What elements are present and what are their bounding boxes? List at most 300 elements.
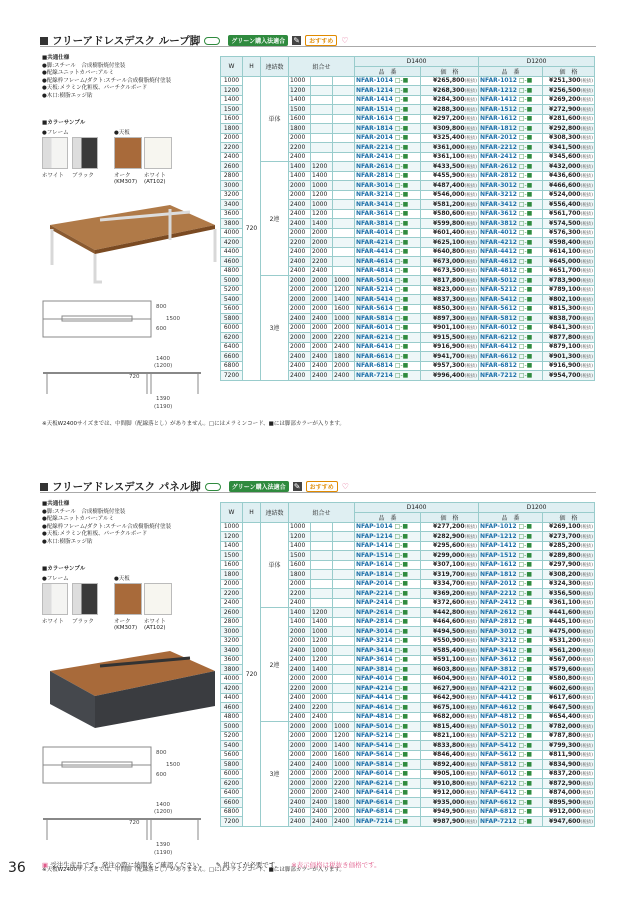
tax-label: (税抜) xyxy=(580,98,594,104)
tax-label: (税抜) xyxy=(464,715,478,721)
cell-hinban-d1400 xyxy=(355,636,421,646)
cell-combo xyxy=(311,105,333,115)
tax-label: (税抜) xyxy=(580,772,594,778)
cell-hinban-d1400-value: NFAR-4014 xyxy=(356,229,393,237)
cell-price-d1400 xyxy=(421,598,479,608)
melamine-box-icon: □-■ xyxy=(392,722,408,730)
melamine-box-icon: □-■ xyxy=(516,656,533,664)
cell-combo xyxy=(311,541,333,551)
cell-hinban-d1200 xyxy=(479,314,543,324)
cell-hinban-d1400-value: NFAP-4414 xyxy=(356,694,393,702)
cell-price-d1200-value: ¥837,200 xyxy=(549,770,581,778)
melamine-box-icon: □-■ xyxy=(516,532,533,540)
dimension-label: 600 xyxy=(156,326,167,332)
cell-combo xyxy=(333,200,355,210)
cell-hinban-d1400 xyxy=(355,817,421,827)
tax-label: (税抜) xyxy=(464,734,478,740)
cell-hinban-d1400-value: NFAR-3414 xyxy=(356,200,393,208)
cell-hinban-d1200-value: NFAR-4212 xyxy=(480,238,517,246)
melamine-box-icon: □-■ xyxy=(392,343,409,351)
cell-combo: 2000 xyxy=(289,181,311,191)
tax-label: (税抜) xyxy=(580,240,594,246)
tax-label: (税抜) xyxy=(464,373,478,379)
cell-price-d1400-value: ¥846,400 xyxy=(433,751,465,759)
cell-hinban-d1400 xyxy=(355,703,421,713)
cell-combo: 2400 xyxy=(289,257,311,267)
tax-label: (税抜) xyxy=(464,658,478,664)
cell-hinban-d1200 xyxy=(479,152,543,162)
cell-hinban-d1200-value: NFAP-6212 xyxy=(480,779,517,787)
swatch-label: ホワイト xyxy=(144,173,166,179)
title-text: フリーアドレスデスク パネル脚 xyxy=(52,481,201,493)
cell-combo: 2400 xyxy=(333,342,355,352)
cell-price-d1200 xyxy=(543,760,595,770)
cell-combo: 1600 xyxy=(333,750,355,760)
cell-hinban-d1200 xyxy=(479,589,543,599)
tax-label: (税抜) xyxy=(464,810,478,816)
swatch-code: (KM307) xyxy=(114,625,138,631)
dimension-label: 1390 xyxy=(156,396,170,402)
cell-w: 2400 xyxy=(221,598,243,608)
cell-price-d1400-value: ¥901,100 xyxy=(433,324,465,332)
cell-hinban-d1200 xyxy=(479,551,543,561)
cell-hinban-d1200 xyxy=(479,636,543,646)
melamine-box-icon: □-■ xyxy=(392,371,409,379)
cell-hinban-d1400-value: NFAR-2814 xyxy=(356,172,393,180)
cell-combo: 2000 xyxy=(333,807,355,817)
table-row xyxy=(221,76,595,86)
tax-label: (税抜) xyxy=(580,193,594,199)
cell-w: 6000 xyxy=(221,769,243,779)
cell-price-d1400-value: ¥601,400 xyxy=(433,229,465,237)
footer-order-note xyxy=(42,860,206,869)
cell-combo: 2400 xyxy=(311,371,333,381)
cell-hinban-d1200-value: NFAR-3612 xyxy=(480,210,517,218)
cell-price-d1200-value: ¥645,000 xyxy=(549,257,581,265)
cell-hinban-d1200 xyxy=(479,86,543,96)
cell-price-d1400 xyxy=(421,570,479,580)
cell-hinban-d1400-value: NFAR-5014 xyxy=(356,276,393,284)
green-purchase-badge: グリーン購入法適合 xyxy=(229,481,289,492)
cell-price-d1200 xyxy=(543,551,595,561)
melamine-box-icon: □-■ xyxy=(392,352,409,360)
table-row xyxy=(221,276,595,286)
cell-hinban-d1200-value: NFAP-3212 xyxy=(480,637,517,645)
cell-hinban-d1400-value: NFAR-2014 xyxy=(356,134,393,142)
cell-w: 1000 xyxy=(221,522,243,532)
color-swatch xyxy=(42,137,68,169)
cell-combo xyxy=(333,541,355,551)
cell-combo: 2400 xyxy=(289,693,311,703)
cell-hinban-d1400-value: NFAP-1814 xyxy=(356,570,393,578)
tax-label: (税抜) xyxy=(580,326,594,332)
cell-combo: 2000 xyxy=(289,579,311,589)
cell-hinban-d1400 xyxy=(355,247,421,257)
cell-combo: 2000 xyxy=(333,361,355,371)
dimension-label: 1500 xyxy=(166,762,180,768)
melamine-box-icon: □-■ xyxy=(392,684,408,692)
cell-price-d1200-value: ¥567,000 xyxy=(549,656,581,664)
cell-hinban-d1200-value: NFAR-6012 xyxy=(480,324,517,332)
footer-assembly-note xyxy=(216,860,282,869)
cell-price-d1200 xyxy=(543,314,595,324)
tax-label: (税抜) xyxy=(464,183,478,189)
cell-combo: 2400 xyxy=(289,712,311,722)
tax-label: (税抜) xyxy=(464,753,478,759)
melamine-box-icon: □-■ xyxy=(516,267,533,275)
melamine-box-icon: □-■ xyxy=(392,124,409,132)
cell-hinban-d1400 xyxy=(355,228,421,238)
cell-price-d1400-value: ¥912,000 xyxy=(433,789,465,797)
cell-w: 1600 xyxy=(221,114,243,124)
cell-price-d1200 xyxy=(543,361,595,371)
cell-price-d1400 xyxy=(421,693,479,703)
cell-hinban-d1200 xyxy=(479,76,543,86)
melamine-box-icon: □-■ xyxy=(392,172,409,180)
melamine-box-icon: □-■ xyxy=(516,665,533,673)
melamine-box-icon: □-■ xyxy=(392,751,408,759)
cell-combo: 2000 xyxy=(289,285,311,295)
melamine-box-icon: □-■ xyxy=(392,105,409,113)
cell-price-d1200 xyxy=(543,741,595,751)
melamine-box-icon: □-■ xyxy=(392,115,409,123)
cell-hinban-d1400 xyxy=(355,209,421,219)
cell-combo: 2000 xyxy=(289,731,311,741)
melamine-box-icon: □-■ xyxy=(516,86,533,94)
cell-combo xyxy=(311,143,333,153)
cell-combo xyxy=(333,532,355,542)
cell-hinban-d1400-value: NFAR-5814 xyxy=(356,314,393,322)
cell-combo: 2400 xyxy=(289,152,311,162)
cell-price-d1200-value: ¥901,300 xyxy=(549,352,581,360)
cell-hinban-d1200 xyxy=(479,333,543,343)
cell-price-d1200-value: ¥292,800 xyxy=(549,124,581,132)
cell-hinban-d1200-value: NFAP-3412 xyxy=(480,646,517,654)
cell-price-d1200-value: ¥272,900 xyxy=(549,105,581,113)
cell-combo: 2000 xyxy=(311,333,333,343)
cell-hinban-d1200 xyxy=(479,209,543,219)
cell-w: 3800 xyxy=(221,219,243,229)
cell-price-d1400 xyxy=(421,817,479,827)
cell-combo: 2400 xyxy=(289,314,311,324)
cell-price-d1400-value: ¥604,900 xyxy=(433,675,465,683)
cell-combo: 1400 xyxy=(311,219,333,229)
cell-price-d1400 xyxy=(421,314,479,324)
cell-hinban-d1400 xyxy=(355,674,421,684)
swatch-code: (AT102) xyxy=(144,625,166,631)
cell-price-d1200-value: ¥269,100 xyxy=(549,523,581,531)
cell-hinban-d1200 xyxy=(479,114,543,124)
cell-hinban-d1400 xyxy=(355,285,421,295)
cell-combo: 2000 xyxy=(311,323,333,333)
cell-hinban-d1200 xyxy=(479,247,543,257)
cell-hinban-d1200-value: NFAR-5412 xyxy=(480,295,517,303)
cell-hinban-d1400-value: NFAR-5414 xyxy=(356,295,393,303)
tax-label: (税抜) xyxy=(580,183,594,189)
cell-combo xyxy=(333,266,355,276)
tax-label: (税抜) xyxy=(580,667,594,673)
cell-price-d1400-value: ¥987,900 xyxy=(433,817,465,825)
cell-price-d1400-value: ¥546,000 xyxy=(433,191,465,199)
cell-combo xyxy=(311,532,333,542)
tax-label: (税抜) xyxy=(580,601,594,607)
cell-combo xyxy=(311,86,333,96)
cell-w: 6800 xyxy=(221,361,243,371)
heart-icon: ♡ xyxy=(341,482,349,491)
cell-price-d1200 xyxy=(543,788,595,798)
cell-combo: 2000 xyxy=(311,693,333,703)
melamine-box-icon: □-■ xyxy=(516,542,533,550)
cell-hinban-d1200-value: NFAR-4612 xyxy=(480,257,517,265)
cell-combo xyxy=(311,76,333,86)
cell-price-d1400 xyxy=(421,114,479,124)
cell-price-d1400-value: ¥599,800 xyxy=(433,219,465,227)
melamine-box-icon: □-■ xyxy=(516,181,533,189)
cell-hinban-d1200 xyxy=(479,798,543,808)
cell-combo: 2000 xyxy=(289,722,311,732)
tax-label: (税抜) xyxy=(464,364,478,370)
cell-price-d1400 xyxy=(421,741,479,751)
cell-price-d1400-value: ¥817,800 xyxy=(433,276,465,284)
side-diagram xyxy=(146,368,206,402)
spec-line: ●配線ユニットカバー:アルミ xyxy=(42,70,115,77)
cell-hinban-d1200 xyxy=(479,646,543,656)
cell-combo xyxy=(311,95,333,105)
cell-hinban-d1200-value: NFAR-6412 xyxy=(480,343,517,351)
tax-label: (税抜) xyxy=(580,345,594,351)
cell-hinban-d1400 xyxy=(355,551,421,561)
cell-hinban-d1400-value: NFAP-4814 xyxy=(356,713,393,721)
cell-w: 3400 xyxy=(221,200,243,210)
cell-price-d1200-value: ¥782,000 xyxy=(549,722,581,730)
cell-combo xyxy=(333,238,355,248)
spec-line: ●天板:メラミン化粧板、パーチクルボード xyxy=(42,85,148,92)
cell-price-d1200 xyxy=(543,238,595,248)
cell-combo: 2400 xyxy=(289,352,311,362)
tax-label: (税抜) xyxy=(580,572,594,578)
cell-price-d1200-value: ¥561,700 xyxy=(549,210,581,218)
cell-combo xyxy=(333,598,355,608)
color-swatch xyxy=(144,583,172,615)
swatch-label: ブラック xyxy=(72,619,94,625)
cell-hinban-d1200 xyxy=(479,693,543,703)
swatch-label: ホワイト xyxy=(42,173,64,179)
melamine-box-icon: □-■ xyxy=(392,789,408,797)
cell-combo: 2200 xyxy=(333,333,355,343)
tax-label: (税抜) xyxy=(580,591,594,597)
tax-label: (税抜) xyxy=(580,800,594,806)
tax-label: (税抜) xyxy=(580,316,594,322)
cell-hinban-d1400 xyxy=(355,807,421,817)
cell-w: 4200 xyxy=(221,238,243,248)
melamine-box-icon: □-■ xyxy=(516,286,533,294)
cell-combo: 2000 xyxy=(311,295,333,305)
melamine-box-icon: □-■ xyxy=(516,200,533,208)
melamine-box-icon: □-■ xyxy=(516,608,533,616)
cell-hinban-d1400 xyxy=(355,257,421,267)
table-row xyxy=(221,722,595,732)
cell-w: 3200 xyxy=(221,190,243,200)
cell-combo: 1400 xyxy=(311,171,333,181)
tax-label: (税抜) xyxy=(580,563,594,569)
cell-price-d1200 xyxy=(543,76,595,86)
melamine-box-icon: □-■ xyxy=(392,134,409,142)
cell-price-d1400-value: ¥464,600 xyxy=(433,618,465,626)
price-table xyxy=(220,502,595,827)
cell-combo: 1400 xyxy=(311,617,333,627)
cell-price-d1200-value: ¥783,900 xyxy=(549,276,581,284)
cell-combo xyxy=(311,598,333,608)
cell-price-d1200-value: ¥436,600 xyxy=(549,172,581,180)
cell-hinban-d1400-value: NFAR-1214 xyxy=(356,86,393,94)
cell-w: 5200 xyxy=(221,285,243,295)
cell-price-d1400-value: ¥299,000 xyxy=(433,551,465,559)
cell-price-d1400-value: ¥897,300 xyxy=(433,314,465,322)
cell-hinban-d1400 xyxy=(355,86,421,96)
cell-combo: 2000 xyxy=(311,342,333,352)
cell-price-d1400-value: ¥935,000 xyxy=(433,798,465,806)
cell-combo: 1600 xyxy=(289,560,311,570)
cell-price-d1200 xyxy=(543,769,595,779)
swatch-label: ホワイト xyxy=(42,619,64,625)
frame-label: ●フレーム xyxy=(42,576,69,582)
tax-label: (税抜) xyxy=(580,212,594,218)
cell-price-d1200 xyxy=(543,352,595,362)
footer xyxy=(42,860,381,869)
cell-hinban-d1200-value: NFAP-5812 xyxy=(480,760,517,768)
cell-hinban-d1400-value: NFAP-5614 xyxy=(356,751,393,759)
cell-price-d1400-value: ¥297,200 xyxy=(433,115,465,123)
melamine-box-icon: □-■ xyxy=(516,770,533,778)
cell-price-d1200-value: ¥561,200 xyxy=(549,646,581,654)
cell-hinban-d1200-value: NFAP-6612 xyxy=(480,798,517,806)
cell-price-d1400 xyxy=(421,342,479,352)
cell-combo xyxy=(333,703,355,713)
melamine-box-icon: □-■ xyxy=(516,627,533,635)
cell-price-d1200 xyxy=(543,598,595,608)
cell-hinban-d1400 xyxy=(355,181,421,191)
tax-label: (税抜) xyxy=(580,696,594,702)
melamine-box-icon: □-■ xyxy=(392,77,409,85)
cell-price-d1200 xyxy=(543,532,595,542)
cell-hinban-d1400-value: NFAR-1814 xyxy=(356,124,393,132)
tax-label: (税抜) xyxy=(464,800,478,806)
cell-combo: 2400 xyxy=(311,361,333,371)
cell-combo: 2000 xyxy=(289,342,311,352)
melamine-box-icon: □-■ xyxy=(516,229,533,237)
cell-combo: 2000 xyxy=(311,228,333,238)
cell-w: 2000 xyxy=(221,579,243,589)
melamine-box-icon: □-■ xyxy=(392,181,409,189)
cell-hinban-d1200-value: NFAP-4012 xyxy=(480,675,517,683)
dimension-label: 1400 xyxy=(156,356,170,362)
melamine-box-icon: □-■ xyxy=(516,808,533,816)
cell-price-d1200 xyxy=(543,114,595,124)
dimension-label: 1500 xyxy=(166,316,180,322)
melamine-box-icon: □-■ xyxy=(392,713,408,721)
title-text: フリーアドレスデスク ループ脚 xyxy=(52,35,201,47)
cell-combo xyxy=(333,617,355,627)
cell-price-d1400 xyxy=(421,247,479,257)
cell-hinban-d1400 xyxy=(355,200,421,210)
cell-combo: 1200 xyxy=(311,190,333,200)
cell-w: 2800 xyxy=(221,171,243,181)
col-header-w: W xyxy=(221,503,243,523)
melamine-box-icon: □-■ xyxy=(392,257,409,265)
cell-price-d1400 xyxy=(421,228,479,238)
table-row xyxy=(221,162,595,172)
cell-price-d1200-value: ¥574,500 xyxy=(549,219,581,227)
dimension-label: 800 xyxy=(156,304,167,310)
tax-label: (税抜) xyxy=(464,145,478,151)
cell-price-d1200 xyxy=(543,684,595,694)
tax-label: (税抜) xyxy=(580,164,594,170)
cell-price-d1200-value: ¥872,900 xyxy=(549,779,581,787)
tax-label: (税抜) xyxy=(580,525,594,531)
cell-w: 7200 xyxy=(221,371,243,381)
melamine-box-icon: □-■ xyxy=(392,143,409,151)
cell-price-d1200 xyxy=(543,579,595,589)
cell-combo: 2200 xyxy=(311,257,333,267)
cell-hinban-d1200 xyxy=(479,779,543,789)
cell-price-d1400-value: ¥910,800 xyxy=(433,779,465,787)
melamine-box-icon: □-■ xyxy=(392,286,409,294)
melamine-box-icon: □-■ xyxy=(392,580,408,588)
cell-combo xyxy=(333,665,355,675)
tax-label: (税抜) xyxy=(464,126,478,132)
cell-combo: 1000 xyxy=(333,722,355,732)
melamine-box-icon: □-■ xyxy=(516,646,533,654)
cell-w: 5600 xyxy=(221,750,243,760)
cell-price-d1200-value: ¥281,600 xyxy=(549,115,581,123)
cell-hinban-d1200 xyxy=(479,133,543,143)
cell-hinban-d1200-value: NFAP-4212 xyxy=(480,684,517,692)
cell-price-d1400-value: ¥309,800 xyxy=(433,124,465,132)
tax-label: (税抜) xyxy=(580,259,594,265)
cell-hinban-d1200-value: NFAP-5612 xyxy=(480,751,517,759)
cell-price-d1200-value: ¥466,600 xyxy=(549,181,581,189)
tax-label: (税抜) xyxy=(464,307,478,313)
cell-hinban-d1200-value: NFAP-1612 xyxy=(480,561,517,569)
cell-price-d1400 xyxy=(421,560,479,570)
cell-hinban-d1200 xyxy=(479,579,543,589)
cell-price-d1400 xyxy=(421,703,479,713)
cell-price-d1200-value: ¥579,600 xyxy=(549,665,581,673)
cell-hinban-d1400 xyxy=(355,342,421,352)
melamine-box-icon: □-■ xyxy=(516,305,533,313)
cell-price-d1200 xyxy=(543,295,595,305)
melamine-box-icon: □-■ xyxy=(392,675,408,683)
cell-price-d1400-value: ¥455,900 xyxy=(433,172,465,180)
cell-price-d1200-value: ¥269,200 xyxy=(549,96,581,104)
melamine-box-icon: □-■ xyxy=(516,551,533,559)
cell-price-d1200 xyxy=(543,646,595,656)
cell-price-d1200-value: ¥256,500 xyxy=(549,86,581,94)
desk-illustration xyxy=(40,190,220,289)
cell-combo xyxy=(333,712,355,722)
cell-combo: 1600 xyxy=(333,304,355,314)
cell-hinban-d1400-value: NFAR-3014 xyxy=(356,181,393,189)
cell-hinban-d1200-value: NFAP-1012 xyxy=(480,523,517,531)
cell-w: 2600 xyxy=(221,608,243,618)
melamine-box-icon: □-■ xyxy=(516,789,533,797)
cell-hinban-d1400-value: NFAR-6014 xyxy=(356,324,393,332)
spec-block xyxy=(42,501,171,547)
cell-combo xyxy=(333,560,355,570)
cell-price-d1400-value: ¥949,900 xyxy=(433,808,465,816)
recommend-badge: おすすめ xyxy=(306,481,338,492)
cell-price-d1400-value: ¥996,400 xyxy=(433,371,465,379)
